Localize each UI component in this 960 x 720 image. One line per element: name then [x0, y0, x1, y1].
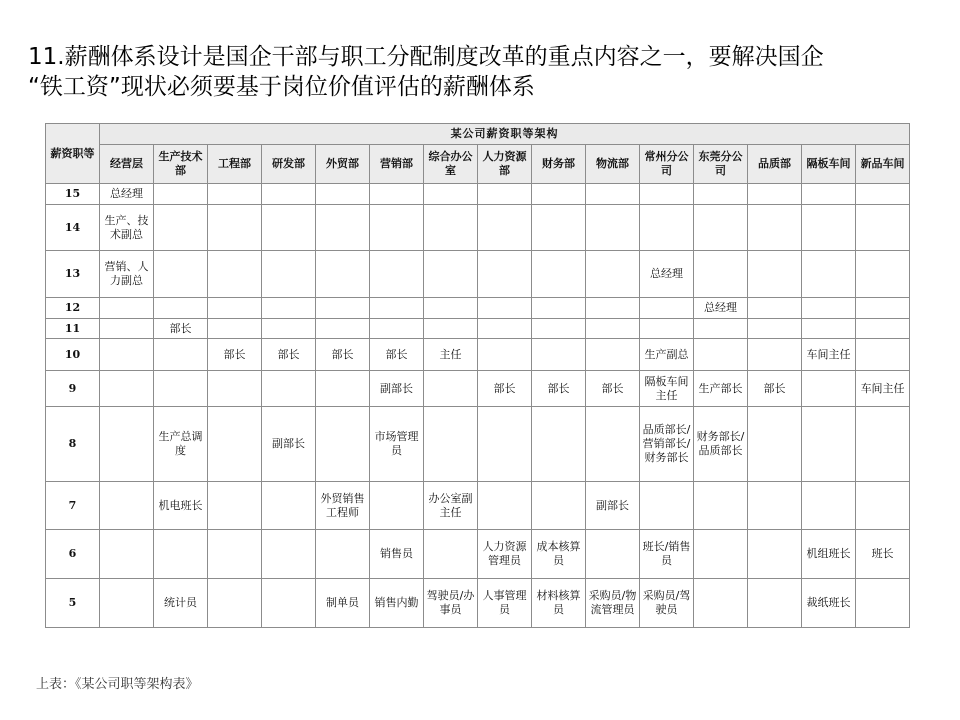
position-cell: 人事管理员 [478, 579, 532, 628]
position-cell [586, 339, 640, 371]
position-cell [856, 184, 910, 205]
position-cell [154, 371, 208, 407]
position-cell [802, 482, 856, 530]
position-cell [100, 482, 154, 530]
position-cell [586, 407, 640, 482]
dept-header: 工程部 [208, 145, 262, 184]
grade-cell: 7 [46, 482, 100, 530]
position-cell [532, 319, 586, 339]
position-cell [262, 184, 316, 205]
position-cell: 部长 [370, 339, 424, 371]
position-cell [154, 530, 208, 579]
position-cell: 机电班长 [154, 482, 208, 530]
table-row [46, 482, 910, 530]
position-cell [478, 298, 532, 319]
position-cell: 采购员/驾驶员 [640, 579, 694, 628]
position-cell [316, 319, 370, 339]
grade-cell: 12 [46, 298, 100, 319]
position-cell [748, 579, 802, 628]
position-cell: 班长 [856, 530, 910, 579]
position-cell: 副部长 [262, 407, 316, 482]
position-cell [316, 184, 370, 205]
table-row [46, 339, 910, 371]
position-cell [262, 371, 316, 407]
position-cell: 财务部长/品质部长 [694, 407, 748, 482]
position-cell [802, 205, 856, 251]
position-cell: 部长 [586, 371, 640, 407]
position-cell [748, 407, 802, 482]
position-cell [316, 530, 370, 579]
grade-cell: 8 [46, 407, 100, 482]
dept-header: 综合办公室 [424, 145, 478, 184]
position-cell [694, 339, 748, 371]
position-cell: 人力资源管理员 [478, 530, 532, 579]
position-cell: 主任 [424, 339, 478, 371]
dept-header: 常州分公司 [640, 145, 694, 184]
position-cell [586, 251, 640, 298]
dept-header: 隔板车间 [802, 145, 856, 184]
position-cell [154, 298, 208, 319]
position-cell [370, 298, 424, 319]
position-cell [424, 530, 478, 579]
position-cell: 副部长 [586, 482, 640, 530]
position-cell [100, 407, 154, 482]
position-cell [748, 482, 802, 530]
position-cell [316, 407, 370, 482]
position-cell [532, 339, 586, 371]
table-row [46, 407, 910, 482]
position-cell: 部长 [532, 371, 586, 407]
position-cell [370, 251, 424, 298]
position-cell [856, 319, 910, 339]
position-cell [208, 579, 262, 628]
position-cell [532, 407, 586, 482]
table-title: 某公司薪资职等架构 [100, 124, 910, 145]
grade-cell: 9 [46, 371, 100, 407]
dept-header: 研发部 [262, 145, 316, 184]
position-cell [424, 205, 478, 251]
position-cell: 外贸销售工程师 [316, 482, 370, 530]
position-cell [802, 251, 856, 298]
position-cell [424, 319, 478, 339]
position-cell: 班长/销售员 [640, 530, 694, 579]
position-cell [748, 205, 802, 251]
position-cell [208, 319, 262, 339]
position-cell [856, 579, 910, 628]
position-cell [478, 319, 532, 339]
position-cell [532, 251, 586, 298]
dept-header: 物流部 [586, 145, 640, 184]
position-cell [424, 371, 478, 407]
position-cell: 部长 [262, 339, 316, 371]
position-cell [316, 371, 370, 407]
position-cell [154, 251, 208, 298]
position-cell: 部长 [316, 339, 370, 371]
position-cell: 副部长 [370, 371, 424, 407]
position-cell [316, 298, 370, 319]
position-cell [154, 339, 208, 371]
position-cell [694, 251, 748, 298]
position-cell: 成本核算员 [532, 530, 586, 579]
position-cell [856, 407, 910, 482]
position-cell [748, 530, 802, 579]
table-row [46, 371, 910, 407]
position-cell: 办公室副主任 [424, 482, 478, 530]
position-cell: 生产副总 [640, 339, 694, 371]
position-cell [370, 319, 424, 339]
position-cell [802, 298, 856, 319]
position-cell [262, 530, 316, 579]
table-row [46, 579, 910, 628]
position-cell: 生产总调度 [154, 407, 208, 482]
position-cell [100, 319, 154, 339]
position-cell [856, 298, 910, 319]
position-cell [478, 339, 532, 371]
position-cell: 部长 [208, 339, 262, 371]
position-cell [532, 184, 586, 205]
position-cell [100, 339, 154, 371]
position-cell [478, 407, 532, 482]
position-cell [586, 184, 640, 205]
position-cell: 销售员 [370, 530, 424, 579]
position-cell [640, 482, 694, 530]
position-cell [262, 205, 316, 251]
position-cell [586, 298, 640, 319]
position-cell [262, 319, 316, 339]
position-cell [586, 319, 640, 339]
position-cell [748, 184, 802, 205]
position-cell: 部长 [154, 319, 208, 339]
position-cell [262, 251, 316, 298]
position-cell [640, 319, 694, 339]
position-cell [478, 205, 532, 251]
position-cell [424, 298, 478, 319]
position-cell [154, 184, 208, 205]
position-cell [424, 251, 478, 298]
dept-header: 品质部 [748, 145, 802, 184]
position-cell [694, 579, 748, 628]
heading-line-2: “铁工资”现状必须要基于岗位价值评估的薪酬体系 [28, 74, 535, 100]
position-cell [748, 339, 802, 371]
position-cell [532, 205, 586, 251]
position-cell [586, 530, 640, 579]
position-cell [370, 184, 424, 205]
position-cell [802, 319, 856, 339]
position-cell [532, 482, 586, 530]
position-cell: 总经理 [100, 184, 154, 205]
position-cell [694, 184, 748, 205]
position-cell [424, 184, 478, 205]
dept-header: 经营层 [100, 145, 154, 184]
position-cell [802, 407, 856, 482]
position-cell [856, 339, 910, 371]
position-cell: 总经理 [694, 298, 748, 319]
position-cell [370, 205, 424, 251]
page-heading [28, 42, 928, 102]
position-cell [208, 251, 262, 298]
position-cell [208, 184, 262, 205]
grade-cell: 11 [46, 319, 100, 339]
position-cell: 材料核算员 [532, 579, 586, 628]
position-cell: 车间主任 [802, 339, 856, 371]
grade-cell: 15 [46, 184, 100, 205]
position-cell [640, 205, 694, 251]
dept-header: 新品车间 [856, 145, 910, 184]
position-cell: 品质部长/营销部长/财务部长 [640, 407, 694, 482]
position-cell [208, 371, 262, 407]
table-row [46, 319, 910, 339]
table-caption: 上表：《某公司职等架构表》 [36, 677, 199, 692]
heading-line-1: 11.薪酬体系设计是国企干部与职工分配制度改革的重点内容之一，要解决国企 [28, 44, 824, 70]
position-cell: 隔板车间主任 [640, 371, 694, 407]
position-cell [856, 251, 910, 298]
dept-header: 营销部 [370, 145, 424, 184]
position-cell [262, 298, 316, 319]
table-row [46, 251, 910, 298]
grade-cell: 14 [46, 205, 100, 251]
position-cell: 市场管理员 [370, 407, 424, 482]
table-row [46, 184, 910, 205]
position-cell: 采购员/物流管理员 [586, 579, 640, 628]
position-cell: 制单员 [316, 579, 370, 628]
dept-header: 东莞分公司 [694, 145, 748, 184]
position-cell [748, 298, 802, 319]
position-cell [208, 530, 262, 579]
table-row [46, 530, 910, 579]
position-cell [694, 205, 748, 251]
position-cell [748, 319, 802, 339]
position-cell [316, 205, 370, 251]
position-cell: 驾驶员/办事员 [424, 579, 478, 628]
salary-grade-table [45, 123, 910, 628]
grade-cell: 6 [46, 530, 100, 579]
position-cell: 营销、人力副总 [100, 251, 154, 298]
grade-cell: 10 [46, 339, 100, 371]
position-cell [586, 205, 640, 251]
position-cell [208, 482, 262, 530]
position-cell [424, 407, 478, 482]
position-cell [532, 298, 586, 319]
grade-cell: 5 [46, 579, 100, 628]
grade-cell: 13 [46, 251, 100, 298]
position-cell [856, 205, 910, 251]
position-cell [154, 205, 208, 251]
position-cell [478, 184, 532, 205]
position-cell [748, 251, 802, 298]
position-cell [478, 482, 532, 530]
position-cell: 统计员 [154, 579, 208, 628]
position-cell [370, 482, 424, 530]
position-cell: 总经理 [640, 251, 694, 298]
position-cell: 部长 [478, 371, 532, 407]
position-cell [478, 251, 532, 298]
position-cell [262, 579, 316, 628]
position-cell [100, 579, 154, 628]
position-cell [694, 319, 748, 339]
position-cell [802, 371, 856, 407]
dept-header: 外贸部 [316, 145, 370, 184]
position-cell [316, 251, 370, 298]
position-cell [856, 482, 910, 530]
position-cell: 部长 [748, 371, 802, 407]
position-cell: 机组班长 [802, 530, 856, 579]
position-cell [100, 371, 154, 407]
position-cell [640, 298, 694, 319]
table-row [46, 205, 910, 251]
dept-header: 财务部 [532, 145, 586, 184]
position-cell [100, 530, 154, 579]
position-cell [208, 407, 262, 482]
position-cell [262, 482, 316, 530]
position-cell: 生产、技术副总 [100, 205, 154, 251]
position-cell: 车间主任 [856, 371, 910, 407]
position-cell [802, 184, 856, 205]
position-cell [694, 482, 748, 530]
position-cell: 生产部长 [694, 371, 748, 407]
dept-header: 人力资源部 [478, 145, 532, 184]
position-cell [640, 184, 694, 205]
dept-header: 生产技术部 [154, 145, 208, 184]
position-cell: 销售内勤 [370, 579, 424, 628]
position-cell [208, 205, 262, 251]
position-cell [100, 298, 154, 319]
position-cell: 裁纸班长 [802, 579, 856, 628]
corner-header: 薪资职等 [46, 124, 100, 184]
position-cell [694, 530, 748, 579]
position-cell [208, 298, 262, 319]
table-row [46, 298, 910, 319]
